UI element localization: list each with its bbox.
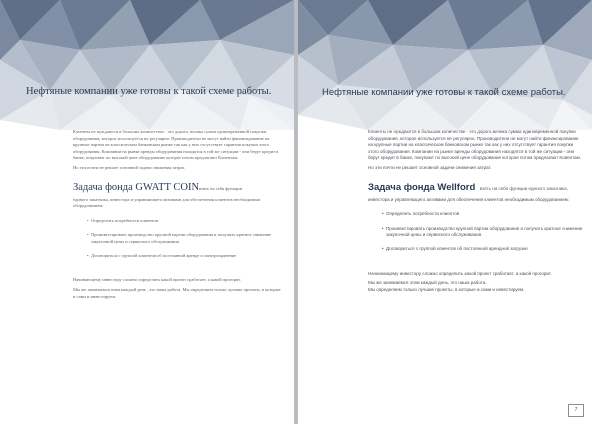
page-number: 7: [568, 404, 584, 417]
right-banner-decoration: [298, 0, 592, 130]
section-heading-title: Задача фонда Wellford: [368, 181, 476, 193]
closing-paragraph: Мы же занимаемся этим каждый день, это наша работа.: [368, 280, 487, 286]
left-page: [0, 0, 294, 424]
list-item: • Договориться с группой клиентов об постоянной аренде и электрохранение: [91, 253, 283, 259]
closing-paragraph: Мы же занимаемся этим каждый день , это наша работа. Мы определяем только лучшие проекты, в которые и сами и инвестируем.: [73, 286, 281, 299]
list-item: • Проинвестировать производство крупной партии оборудования и получить кратное снижение закупочной цены и сервисного обслуживания.: [91, 232, 283, 245]
closing-paragraph: Начинающему инвестору сложно определить какой проект сработает, а какой прогорит.: [368, 270, 552, 276]
intro-paragraph: Клиенты не нуждаются в больших количествах - это дорого, велика сумма единовременной покупки оборудования, которое используется не регулярно. Производители не могут найти финансирование на крупные партии на классическом банковском рынке так как у них отсутствует гарантия покупки этого оборудования. Компании на рынке аренды оборудования находятся в той же ситуации - они берут кредит в банке, покупают по высокой цене оборудование которое потом предлагают Клиентам.: [73, 129, 279, 161]
closing-paragraph: Мы определяем только лучшие проекты, в которые и сами и инвестируем.: [368, 286, 525, 292]
section-heading-lead: взять на себя функции: [199, 185, 242, 191]
list-item: • Определить потребности клиентов: [386, 211, 583, 217]
intro-paragraph: Но эти почти не решает основной задачи снижения затрат.: [73, 164, 186, 170]
page-content: [368, 129, 583, 297]
closing-paragraph: Начинающему инвестору сложно определить какой проект сработает, а какой прогорит.: [73, 277, 242, 283]
list-item: • Договориться с группой клиентов об постоянной арендной загрузке: [386, 246, 583, 252]
section-heading-title: Задача фонда GWATT COIN: [73, 181, 200, 193]
intro-paragraph: Клиенты не нуждаются в большом количестве - это дорого,велика сумма единовременной покупки оборудования, которое используется не регулярно. Производители не могут найти финансирование на крупные партии на классическом банковском рынке так как у них отсутствует гарантия покупки этого оборудования. Компании на рынке аренды оборудования находятся в той же ситуации - они берут кредит в банке, покупают по высокой цене оборудование которое потом предлагают Клиентам.: [368, 129, 581, 161]
page-content: [73, 129, 283, 303]
list-item: • Определить потребности клиентов: [91, 218, 283, 224]
section-description: инвестора и управляющего активами для обеспечения клиентов необходимым оборудованием:: [368, 196, 569, 202]
list-item: • Проинвестировать производство крупной партии оборудования и получить кратное снижение закупочной цены и сервисного обслуживания.: [386, 226, 583, 239]
task-list: [73, 218, 283, 260]
section-description: единого заказчика, инвестора и управляющего активами для обеспечения клиентов необходимым оборудованием:: [73, 196, 261, 209]
section-heading-lead: взять на себя функции единого заказчика,: [479, 185, 569, 191]
left-banner-decoration: [0, 0, 294, 130]
page-title: Нефтяные компании уже готовы к такой схеме работы.: [26, 86, 272, 97]
task-list: [368, 211, 583, 253]
right-page: [298, 0, 592, 424]
closing-block: [368, 271, 583, 294]
closing-block: [73, 277, 283, 300]
section-heading: [368, 180, 583, 195]
section-heading: [73, 180, 283, 195]
page-title: Нефтяные компании уже готовы к такой схеме работы.: [322, 87, 566, 98]
intro-paragraph: Но эти почти не решает основной задачи снижения затрат.: [368, 164, 492, 170]
